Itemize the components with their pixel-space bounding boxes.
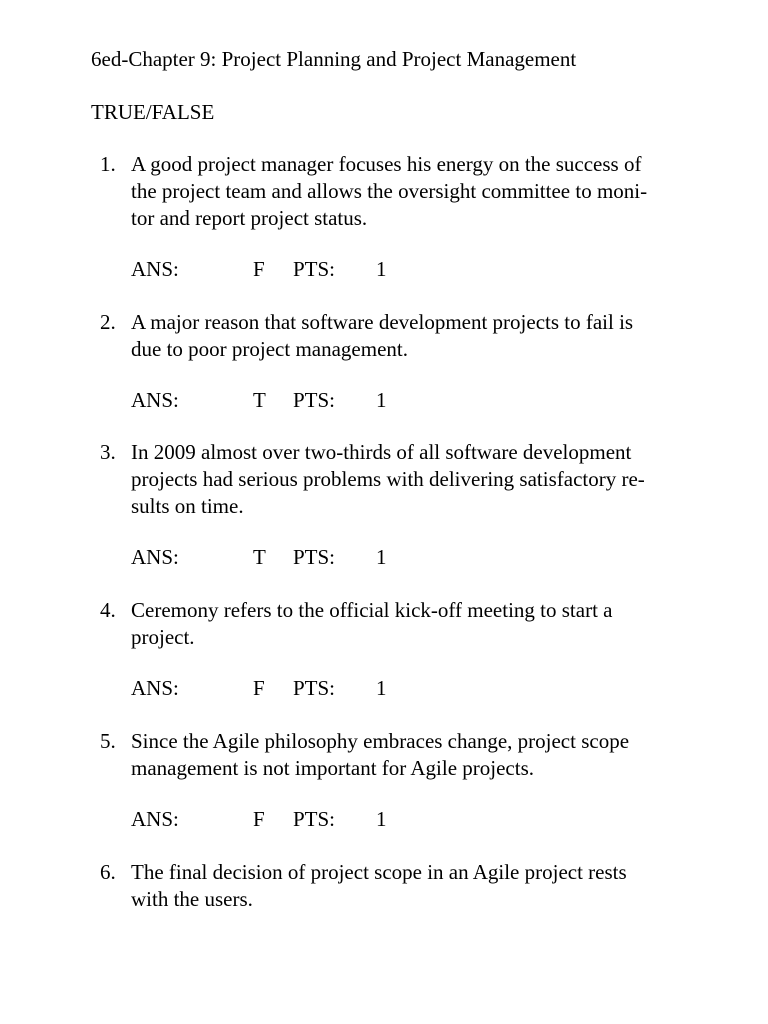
- question-text-line: The final decision of project scope in an Agile project rests: [131, 860, 627, 884]
- question-text-line: A major reason that software development projects to fail is: [131, 310, 634, 334]
- question-text-line: projects had serious problems with delivering satisfactory re-: [131, 467, 645, 491]
- question-text-line: In 2009 almost over two-thirds of all software development: [131, 440, 632, 464]
- question-number: 2.: [100, 310, 116, 334]
- question-text-line: Ceremony refers to the official kick-off meeting to start a: [131, 598, 613, 622]
- question-number: 6.: [100, 860, 116, 884]
- question-text-line: tor and report project status.: [131, 206, 368, 230]
- question-text-line: sults on time.: [131, 494, 244, 518]
- question-2: [100, 309, 700, 414]
- question-text-line: management is not important for Agile projects.: [131, 756, 534, 780]
- question-text-line: Since the Agile philosophy embraces change, project scope: [131, 729, 630, 753]
- answer-row: [100, 544, 700, 571]
- answer-value: F: [253, 807, 265, 831]
- question-text-line: due to poor project management.: [131, 337, 408, 361]
- answer-value: T: [253, 388, 266, 412]
- question-5: [100, 728, 700, 833]
- document-title: 6ed-Chapter 9: Project Planning and Project Management: [91, 47, 577, 71]
- points-value: 1: [376, 257, 387, 281]
- points-label: PTS:: [293, 388, 336, 412]
- answer-value: F: [253, 257, 265, 281]
- answer-value: T: [253, 545, 266, 569]
- answer-row: [100, 675, 700, 702]
- points-value: 1: [376, 807, 387, 831]
- points-value: 1: [376, 545, 387, 569]
- question-text-line: project.: [131, 625, 195, 649]
- section-heading: TRUE/FALSE: [91, 100, 215, 124]
- question-6: [100, 859, 700, 913]
- question-4: [100, 597, 700, 702]
- question-body: [100, 151, 700, 232]
- question-body: [100, 728, 700, 782]
- question-text-line: A good project manager focuses his energy on the success of: [131, 152, 642, 176]
- question-body: [100, 439, 700, 520]
- answer-label: ANS:: [131, 676, 179, 700]
- question-text-line: the project team and allows the oversight committee to moni-: [131, 179, 648, 203]
- points-value: 1: [376, 388, 387, 412]
- points-value: 1: [376, 676, 387, 700]
- question-number: 1.: [100, 152, 116, 176]
- answer-value: F: [253, 676, 265, 700]
- answer-label: ANS:: [131, 388, 179, 412]
- question-3: [100, 439, 700, 571]
- question-body: [100, 597, 700, 651]
- points-label: PTS:: [293, 545, 336, 569]
- answer-row: [100, 387, 700, 414]
- answer-label: ANS:: [131, 257, 179, 281]
- points-label: PTS:: [293, 676, 336, 700]
- question-body: [100, 859, 700, 913]
- question-text-line: with the users.: [131, 887, 253, 911]
- points-label: PTS:: [293, 257, 336, 281]
- answer-row: [100, 256, 700, 283]
- question-number: 5.: [100, 729, 116, 753]
- question-number: 3.: [100, 440, 116, 464]
- question-body: [100, 309, 700, 363]
- question-number: 4.: [100, 598, 116, 622]
- answer-label: ANS:: [131, 807, 179, 831]
- question-1: [100, 151, 700, 283]
- answer-label: ANS:: [131, 545, 179, 569]
- points-label: PTS:: [293, 807, 336, 831]
- answer-row: [100, 806, 700, 833]
